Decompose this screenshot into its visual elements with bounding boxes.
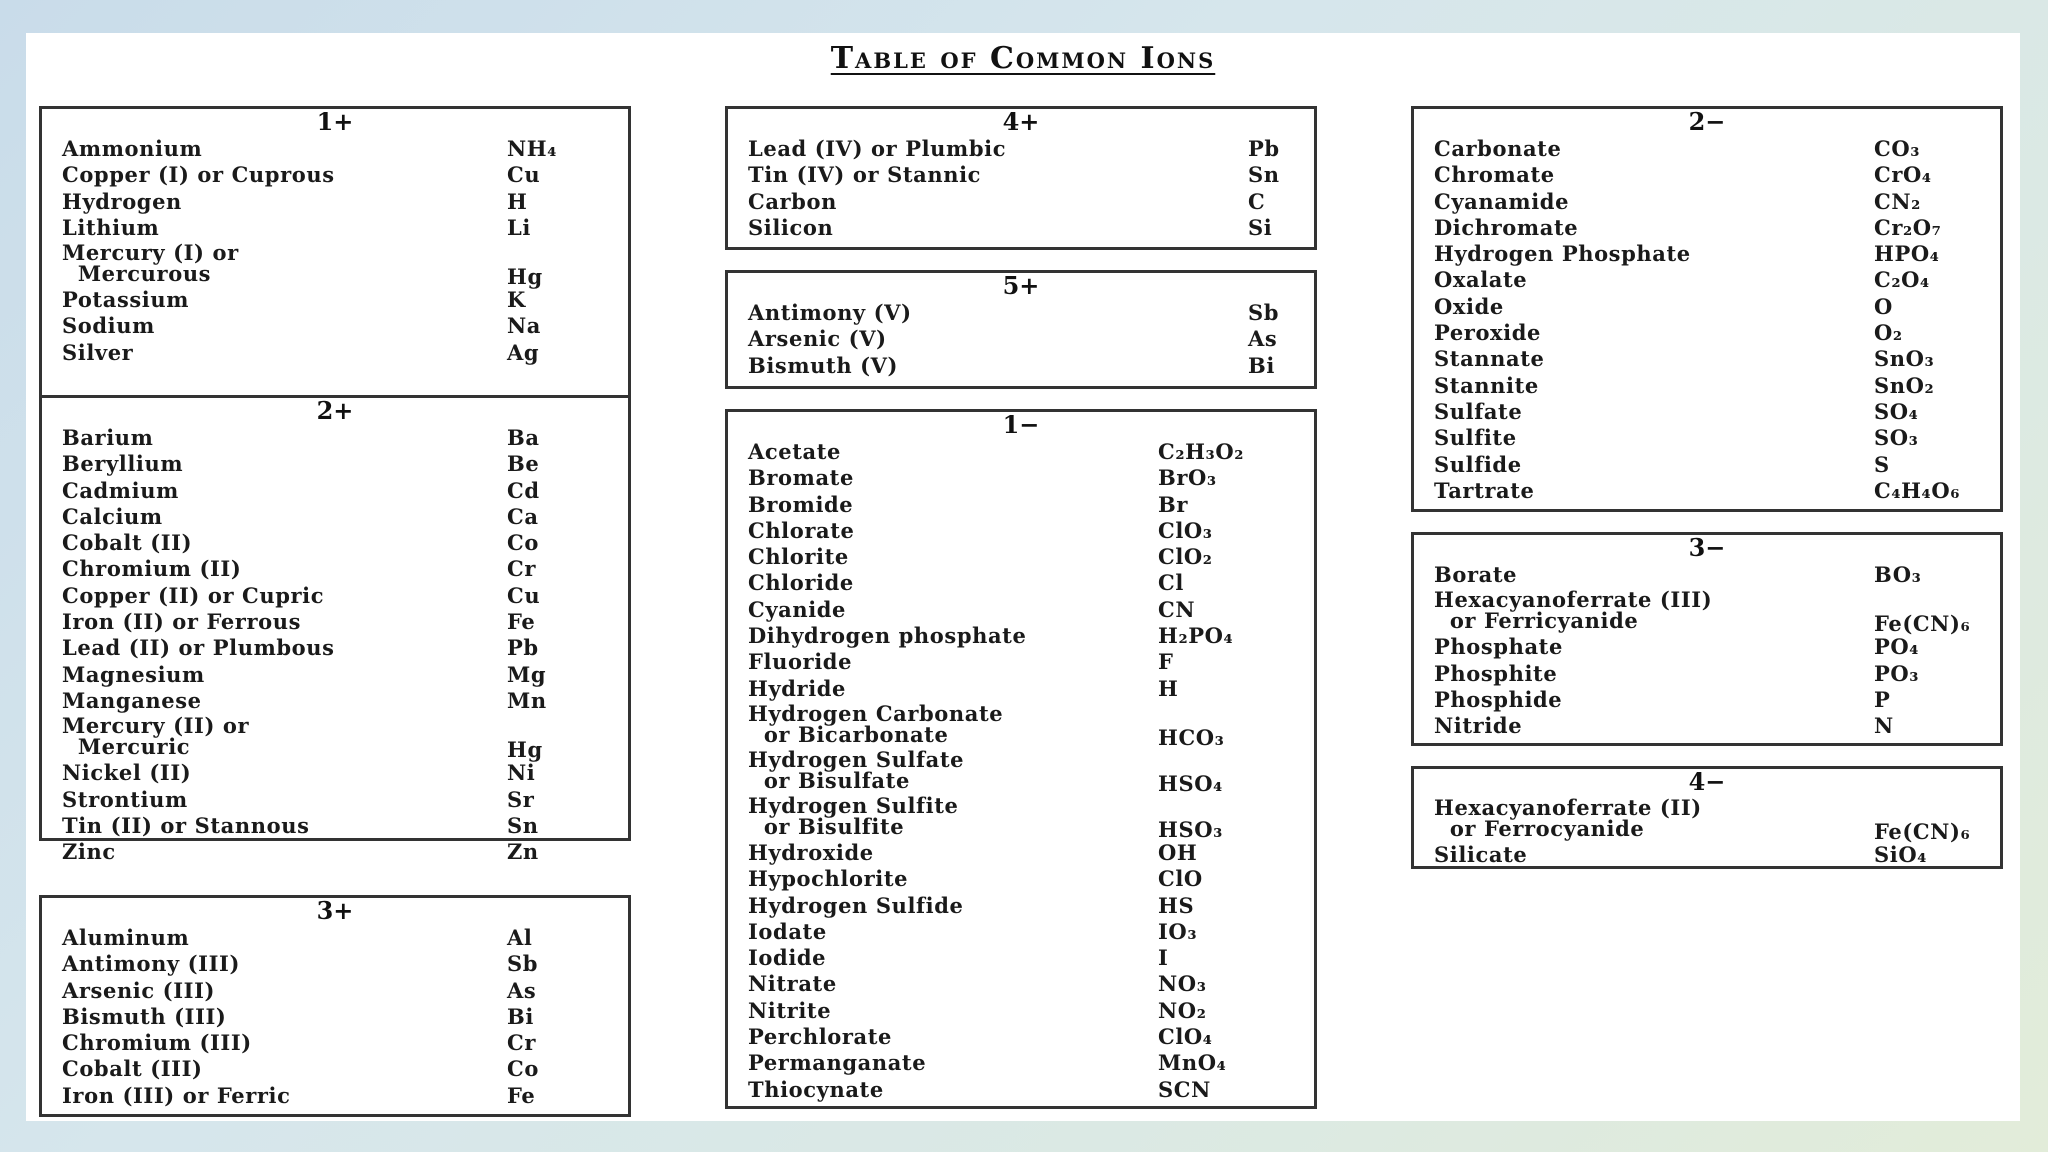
ion-formula: Cd	[507, 477, 540, 503]
ion-name: Sulfide	[1434, 451, 1522, 477]
group-header: 1−	[1002, 410, 1040, 439]
ion-row	[748, 493, 1296, 519]
ion-formula: HCO₃	[1158, 724, 1225, 750]
ion-name: Antimony (V)	[748, 300, 912, 325]
ion-name: Dichromate	[1434, 214, 1579, 240]
ion-name: Chlorite	[748, 544, 849, 570]
ion-formula: Cu	[507, 582, 541, 608]
ion-name: Beryllium	[62, 451, 184, 477]
ion-name: Bromide	[748, 491, 854, 517]
ion-row	[748, 746, 1296, 796]
ion-name: Arsenic (III)	[62, 977, 216, 1003]
group-box-3-plus	[39, 895, 631, 1117]
ion-formula: OH	[1158, 839, 1198, 865]
ion-name: Hexacyanoferrate (III) or Ferricyanide	[1434, 587, 1713, 634]
ion-name: Hypochlorite	[748, 866, 909, 892]
ion-name: Mercury (I) or Mercurous	[62, 240, 239, 287]
ion-row	[1434, 190, 1982, 216]
ion-formula: Ag	[507, 339, 540, 365]
ion-formula: CN	[1158, 596, 1196, 622]
ion-name: Iron (II) or Ferrous	[62, 609, 302, 635]
ion-name: Nitrite	[748, 997, 832, 1023]
ion-row	[748, 867, 1296, 893]
ion-formula: SO₃	[1874, 425, 1919, 451]
ion-formula: P	[1874, 686, 1891, 712]
ion-formula: N	[1874, 713, 1894, 739]
page-title-text: Table of Common Ions	[830, 41, 1216, 76]
ion-row	[1434, 453, 1982, 479]
ion-row	[62, 531, 610, 557]
ion-row	[1434, 797, 1982, 843]
group-box-3-minus	[1411, 532, 2003, 746]
ion-name: Bismuth (V)	[748, 352, 899, 378]
ion-row	[62, 1005, 610, 1031]
ion-name: Sodium	[62, 313, 155, 339]
ion-formula: SnO₂	[1874, 372, 1935, 398]
ion-name: Acetate	[748, 439, 842, 464]
ion-name: Oxalate	[1434, 267, 1528, 293]
ion-formula: HS	[1158, 892, 1195, 918]
ion-name: Bismuth (III)	[62, 1003, 227, 1029]
ion-name: Calcium	[62, 503, 163, 529]
ion-formula: Br	[1158, 491, 1189, 517]
ion-formula: Cr	[507, 1030, 536, 1056]
ion-formula: Ni	[507, 760, 536, 786]
ion-formula: BO₃	[1874, 562, 1922, 587]
ion-formula: Sr	[507, 786, 535, 812]
ion-name: Strontium	[62, 786, 188, 812]
ion-formula: NO₃	[1158, 971, 1207, 997]
ion-formula: K	[507, 287, 526, 313]
ion-name: Carbonate	[1434, 136, 1562, 161]
ion-row	[62, 314, 610, 340]
ion-name: Lithium	[62, 214, 160, 240]
ion-row	[748, 190, 1296, 216]
group-box-1-minus	[725, 409, 1317, 1109]
ion-formula: BrO₃	[1158, 465, 1217, 491]
ion-name: Antimony (III)	[62, 951, 240, 977]
group-box-2-plus	[39, 395, 631, 865]
ion-row	[748, 841, 1296, 867]
ion-formula: HPO₄	[1874, 241, 1940, 267]
group-header: 5+	[1002, 271, 1040, 300]
ion-formula: S	[1874, 451, 1890, 477]
ion-row	[748, 137, 1296, 163]
ion-list	[748, 440, 1296, 1104]
group-header: 3+	[316, 896, 354, 925]
ion-name: Manganese	[62, 687, 202, 713]
ion-formula: Sn	[1248, 162, 1280, 188]
ion-name: Iron (III) or Ferric	[62, 1082, 291, 1108]
ion-name: Nitride	[1434, 713, 1523, 739]
ion-name: Chloride	[748, 570, 854, 596]
ion-name: Hydrogen Sulfite or Bisulfite	[748, 792, 959, 839]
ion-row	[62, 814, 610, 840]
ion-row	[1434, 426, 1982, 452]
ion-formula: As	[1248, 326, 1278, 352]
ion-row	[62, 163, 610, 189]
ion-formula: PO₄	[1874, 634, 1920, 660]
ion-formula: ClO₂	[1158, 544, 1213, 570]
page-title	[26, 41, 2020, 76]
ion-table-sheet	[26, 33, 2020, 1121]
ion-row	[748, 1051, 1296, 1077]
ion-row	[62, 584, 610, 610]
ion-name: Sulfite	[1434, 425, 1517, 451]
ion-formula: PO₃	[1874, 660, 1920, 686]
ion-row	[62, 979, 610, 1005]
ion-formula: F	[1158, 649, 1174, 675]
ion-row	[62, 341, 610, 367]
ion-formula: Zn	[507, 839, 539, 865]
ion-row	[1434, 242, 1982, 268]
ion-list	[748, 301, 1296, 380]
ion-name: Hydrogen	[62, 188, 182, 214]
ion-formula: Hg	[507, 264, 543, 290]
ion-row	[1434, 374, 1982, 400]
ion-formula: Hg	[507, 737, 543, 763]
ion-formula: Pb	[507, 635, 539, 661]
ion-name: Sulfate	[1434, 398, 1523, 424]
ion-formula: I	[1158, 945, 1169, 971]
ion-name: Permanganate	[748, 1050, 927, 1076]
ion-row	[62, 505, 610, 531]
group-header: 2+	[316, 396, 354, 425]
ion-formula: CN₂	[1874, 188, 1921, 214]
ion-formula: Fe(CN)₆	[1874, 819, 1971, 844]
ion-row	[748, 545, 1296, 571]
ion-formula: H₂PO₄	[1158, 623, 1234, 649]
ion-name: Dihydrogen phosphate	[748, 623, 1027, 649]
ion-name: Chromate	[1434, 162, 1555, 188]
ion-formula: Na	[507, 313, 542, 339]
ion-name: Phosphide	[1434, 686, 1563, 712]
ion-formula: Co	[507, 1056, 539, 1082]
group-box-5-plus	[725, 270, 1317, 389]
ion-name: Fluoride	[748, 649, 853, 675]
ion-name: Chromium (III)	[62, 1030, 252, 1056]
ion-formula: CO₃	[1874, 136, 1921, 161]
ion-formula: H	[1158, 675, 1179, 701]
ion-formula: MnO₄	[1158, 1050, 1227, 1076]
ion-name: Aluminum	[62, 925, 190, 950]
ion-formula: Sb	[507, 951, 539, 977]
ion-formula: C₂H₃O₂	[1158, 439, 1245, 464]
ion-list	[1434, 137, 1982, 505]
ion-row	[62, 1057, 610, 1083]
ion-row	[748, 999, 1296, 1025]
ion-name: Hydride	[748, 675, 847, 701]
ion-name: Magnesium	[62, 661, 205, 687]
ion-formula: NO₂	[1158, 997, 1207, 1023]
ion-formula: HSO₃	[1158, 816, 1223, 842]
ion-row	[62, 426, 610, 452]
ion-formula: As	[507, 977, 537, 1003]
ion-formula: Sb	[1248, 300, 1280, 325]
ion-formula: Bi	[1248, 352, 1275, 378]
ion-row	[748, 571, 1296, 597]
ion-row	[1434, 400, 1982, 426]
group-header: 4+	[1002, 107, 1040, 136]
ion-name: Tin (II) or Stannous	[62, 812, 310, 838]
group-header: 3−	[1688, 533, 1726, 562]
ion-row	[1434, 137, 1982, 163]
ion-formula: O₂	[1874, 320, 1903, 346]
ion-row	[748, 700, 1296, 750]
ion-name: Hydrogen Sulfide	[748, 892, 964, 918]
ion-name: Iodate	[748, 918, 827, 944]
ion-formula: Al	[507, 925, 533, 950]
ion-row	[62, 288, 610, 314]
ion-row	[748, 519, 1296, 545]
ion-row	[748, 1078, 1296, 1104]
ion-row	[748, 1025, 1296, 1051]
ion-row	[748, 301, 1296, 327]
ion-formula: Cr	[507, 556, 536, 582]
ion-formula: Cl	[1158, 570, 1184, 596]
ion-formula: SiO₄	[1874, 842, 1928, 867]
ion-row	[62, 610, 610, 636]
ion-name: Potassium	[62, 287, 190, 313]
ion-row	[62, 1031, 610, 1057]
group-box-2-minus	[1411, 106, 2003, 512]
ion-formula: Co	[507, 530, 539, 556]
ion-name: Phosphite	[1434, 660, 1558, 686]
ion-row	[1434, 563, 1982, 589]
ion-row	[748, 216, 1296, 242]
ion-name: Phosphate	[1434, 634, 1563, 660]
ion-name: Hydrogen Sulfate or Bisulfate	[748, 746, 965, 793]
ion-row	[1434, 479, 1982, 505]
ion-row	[748, 598, 1296, 624]
ion-formula: Cu	[507, 162, 541, 188]
ion-row	[1434, 295, 1982, 321]
ion-name: Hydroxide	[748, 839, 874, 865]
ion-row	[62, 557, 610, 583]
ion-formula: Bi	[507, 1003, 534, 1029]
ion-name: Carbon	[748, 188, 837, 214]
ion-row	[1434, 268, 1982, 294]
ion-name: Hexacyanoferrate (II) or Ferrocyanide	[1434, 795, 1702, 841]
ion-name: Chromium (II)	[62, 556, 242, 582]
ion-formula: Mg	[507, 661, 547, 687]
ion-row	[748, 946, 1296, 972]
ion-name: Peroxide	[1434, 320, 1542, 346]
ion-row	[748, 466, 1296, 492]
ion-formula: Fe	[507, 1082, 536, 1108]
ion-row	[1434, 662, 1982, 688]
ion-name: Cyanide	[748, 596, 847, 622]
ion-name: Arsenic (V)	[748, 326, 887, 352]
ion-name: Chlorate	[748, 517, 855, 543]
ion-row	[748, 972, 1296, 998]
ion-formula: ClO	[1158, 866, 1203, 892]
ion-formula: Mn	[507, 687, 547, 713]
ion-formula: C₄H₄O₆	[1874, 477, 1961, 503]
ion-row	[62, 1084, 610, 1110]
ion-name: Thiocynate	[748, 1076, 884, 1102]
ion-list	[62, 926, 610, 1110]
ion-name: Silicon	[748, 214, 834, 240]
ion-row	[1434, 635, 1982, 661]
ion-name: Barium	[62, 425, 154, 450]
ion-formula: Fe(CN)₆	[1874, 611, 1971, 637]
ion-name: Hydrogen Carbonate or Bicarbonate	[748, 700, 1004, 747]
ion-name: Copper (I) or Cuprous	[62, 162, 335, 188]
ion-row	[748, 354, 1296, 380]
ion-formula: ClO₄	[1158, 1024, 1213, 1050]
ion-row	[62, 761, 610, 787]
group-header: 2−	[1688, 107, 1726, 136]
ion-formula: C₂O₄	[1874, 267, 1930, 293]
ion-row	[62, 689, 610, 715]
ion-name: Ammonium	[62, 136, 203, 161]
ion-row	[62, 926, 610, 952]
ion-formula: SnO₃	[1874, 346, 1935, 372]
ion-formula: Ca	[507, 503, 539, 529]
ion-formula: Cr₂O₇	[1874, 214, 1942, 240]
ion-row	[62, 452, 610, 478]
ion-list	[748, 137, 1296, 242]
ion-row	[748, 792, 1296, 842]
ion-name: Cadmium	[62, 477, 179, 503]
ion-name: Bromate	[748, 465, 854, 491]
ion-row	[1434, 843, 1982, 869]
ion-formula: H	[507, 188, 528, 214]
ion-row	[748, 650, 1296, 676]
ion-name: Lead (IV) or Plumbic	[748, 136, 1007, 161]
ion-row	[62, 216, 610, 242]
ion-row	[1434, 714, 1982, 740]
ion-row	[1434, 321, 1982, 347]
ion-name: Cyanamide	[1434, 188, 1570, 214]
ion-name: Mercury (II) or Mercuric	[62, 713, 250, 760]
ion-formula: Si	[1248, 214, 1273, 240]
ion-name: Hydrogen Phosphate	[1434, 241, 1691, 267]
ion-formula: ClO₃	[1158, 517, 1213, 543]
ion-row	[62, 715, 610, 761]
group-box-4-plus	[725, 106, 1317, 250]
ion-row	[748, 894, 1296, 920]
ion-name: Nitrate	[748, 971, 837, 997]
ion-row	[748, 677, 1296, 703]
ion-row	[62, 137, 610, 163]
ion-name: Silver	[62, 339, 134, 365]
ion-name: Cobalt (II)	[62, 530, 193, 556]
ion-row	[748, 624, 1296, 650]
ion-row	[748, 327, 1296, 353]
ion-formula: Sn	[507, 812, 539, 838]
ion-row	[748, 920, 1296, 946]
ion-name: Tin (IV) or Stannic	[748, 162, 982, 188]
ion-name: Stannate	[1434, 346, 1545, 372]
ion-row	[62, 788, 610, 814]
ion-name: Nickel (II)	[62, 760, 192, 786]
ion-formula: Li	[507, 214, 531, 240]
ion-formula: Be	[507, 451, 540, 477]
group-box-1-plus	[39, 106, 631, 410]
ion-row	[748, 163, 1296, 189]
ion-row	[62, 663, 610, 689]
ion-row	[1434, 589, 1982, 635]
ion-formula: Ba	[507, 425, 540, 450]
ion-row	[748, 440, 1296, 466]
ion-row	[1434, 163, 1982, 189]
ion-list	[1434, 563, 1982, 740]
ion-row	[1434, 216, 1982, 242]
ion-name: Iodide	[748, 945, 827, 971]
ion-formula: IO₃	[1158, 918, 1198, 944]
ion-formula: O	[1874, 293, 1893, 319]
ion-name: Zinc	[62, 839, 116, 865]
ion-row	[62, 242, 610, 288]
ion-formula: Fe	[507, 609, 536, 635]
ion-name: Cobalt (III)	[62, 1056, 203, 1082]
ion-row	[62, 952, 610, 978]
ion-list	[62, 426, 610, 866]
group-box-4-minus	[1411, 766, 2003, 869]
ion-formula: CrO₄	[1874, 162, 1932, 188]
ion-name: Tartrate	[1434, 477, 1535, 503]
ion-formula: NH₄	[507, 136, 558, 161]
ion-formula: Pb	[1248, 136, 1280, 161]
ion-name: Lead (II) or Plumbous	[62, 635, 335, 661]
ion-list	[62, 137, 610, 367]
ion-row	[62, 190, 610, 216]
ion-row	[62, 636, 610, 662]
ion-row	[62, 840, 610, 866]
group-header: 4−	[1688, 767, 1726, 796]
ion-name: Stannite	[1434, 372, 1539, 398]
ion-name: Perchlorate	[748, 1024, 893, 1050]
ion-row	[62, 479, 610, 505]
ion-formula: SCN	[1158, 1076, 1211, 1102]
ion-name: Silicate	[1434, 842, 1528, 867]
ion-list	[1434, 797, 1982, 869]
ion-formula: SO₄	[1874, 398, 1919, 424]
ion-name: Borate	[1434, 562, 1518, 587]
ion-row	[1434, 347, 1982, 373]
ion-row	[1434, 688, 1982, 714]
group-header: 1+	[316, 107, 354, 136]
ion-name: Copper (II) or Cupric	[62, 582, 325, 608]
ion-name: Oxide	[1434, 293, 1504, 319]
ion-formula: C	[1248, 188, 1266, 214]
ion-formula: HSO₄	[1158, 770, 1223, 796]
